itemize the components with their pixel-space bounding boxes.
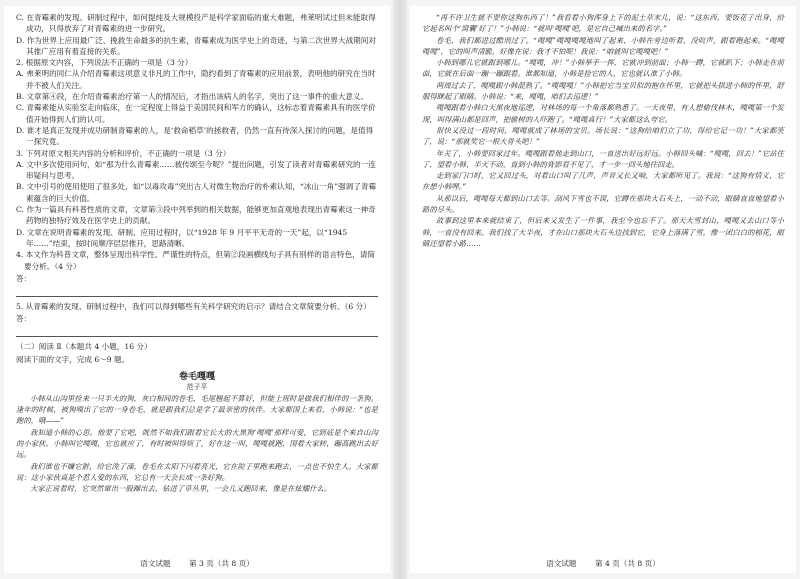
left-column <box>16 12 378 494</box>
q4-stem: 4. 本文作为科普文章，整体呈现出科学性、严谨性的特点，但第②段画横线句子具有别样的语言特色，请简要分析。（4 分） <box>16 250 375 271</box>
story-paragraph: 我们谁也不嫌它脏，给它洗了澡，卷毛在太阳下闪着亮光，它在院子里跑来跑去，一点也不怕生人。大家都说：这小家伙真是个惹人爱的东西，它总有一天会长成一条好狗。 <box>16 461 378 482</box>
story-paragraph: 从那以后，嘎嘎每天都到山口去等。刮风下雪也不误，它蹲在那块大石头上，一动不动，眼睛直直地望着小路的尽头。 <box>422 193 784 215</box>
page-3 <box>4 6 390 573</box>
q1-option-c: C. 在青霉素的发现、研制过程中，如何提纯及大规模投产是科学家面临的重大难题，弗莱明试过但未能取得成功，只得放弃了对青霉素的进一步研究。 <box>16 13 376 34</box>
section-heading: （二）阅读 Ⅱ（本题共 4 小题，16 分） <box>16 342 152 352</box>
page-footer-left <box>4 558 390 569</box>
story-paragraph: 走到家门口时，它又回过头，对着山口叫了几声，声音又长又响，大家都听见了。我说：“这狗有情义，它在想小韩哩。” <box>422 171 784 192</box>
footer-subject: 语文试题 <box>546 559 577 568</box>
story-paragraph: 故事到这里本来就结束了，但后来又发生了一件事，我至今也忘不了。那天大雪封山，嘎嘎又去山口等小韩，一直没有回来。我们找了大半夜，才在山口那块大石头边找到它，它身上落满了雪，像一团白白的棉花，眼睛还望着小路…… <box>422 216 784 248</box>
story-paragraph: 两周过去了，嘎嘎跟小韩混熟了。“嘎嘎嘎！”小韩把它当宝贝似的抱在怀里，它就把头拱进小韩的怀里，舒服得眯起了眼睛。小韩说：“来，嘎嘎，咱们去巡逻！” <box>422 80 784 102</box>
q2-option-d: D. 谁才是真正发现并成功研制青霉素的人，是‘救命稻草’的拯救者，仍然一直有待深入探讨的问题，是值得一探究竟。 <box>16 125 374 147</box>
q3-option-d: D. 文章在说明青霉素的发现、研制、应用过程时，以“1928 年 9 月平平无奇的一天”起，以“1945 年……”结束，按时间顺序层层推开，思路清晰。 <box>16 227 348 248</box>
q5-answer-line[interactable] <box>16 325 378 337</box>
q2-option-c: C. 青霉素能从实验室走向临床，在一定程度上得益于美国民间和军方的确认，这标志着青霉素具有的医学价值开始得到人们的认可。 <box>16 103 376 124</box>
q5-answer-label: 答： <box>16 314 32 324</box>
footer-page-number: 第 3 页（共 8 页） <box>188 559 254 568</box>
q2-option-b: B. 文章第④段，在介绍青霉素治疗第一人的情况后，才指出该病人的名字，突出了这一事件的重大意义。 <box>16 92 369 102</box>
q1-option-d: D. 作为世界上应用最广泛、挽救生命最多的抗生素，青霉素成为医学史上的奇迹，与第二次世界大战期间对其推广应用有着直接的关系。 <box>16 35 376 56</box>
page-footer-right <box>410 558 796 569</box>
q3-stem: 3. 下列对原文相关内容的分析和评价，不正确的一项是（3 分） <box>16 148 231 158</box>
story-paragraph: 小韩到哪儿它就跟到哪儿。“嘎嘎，冲！”小韩举手一挥，它就冲到前面；小韩一蹲，它就趴下；小韩走在前面，它就在后面一蹦一蹦跟着。谁都知道，小韩是捡它的人，它也就认准了小韩。 <box>422 58 784 79</box>
story-paragraph: 小韩从山沟里捡来一只半大的狗，灰白相间的卷毛，毛尾翘起不算好，但能上班时是做我们相伴的一条狗。逢年的时候，被狗嗅出了它的一身卷毛，就是跟我们总是学了最亲密的伙伴。大家都围上来看，小韩说：“也是跑的，哦——” <box>16 393 378 426</box>
story-paragraph: 年关了，小韩要回家过年。嘎嘎跟着他走到山口，一直送出好远好远。小韩回头喊：“嘎嘎，回去！”它站住了，望着小韩，半天不动，直到小韩的背影看不见了，才一步一回头地往回走。 <box>422 148 784 169</box>
q4-answer-label: 答： <box>16 273 32 283</box>
story-paragraph: “再不许卫生就不要你这狗东西了！”我看着小狗浑身上下的泥土草末儿，说：“这东西，要饭花子出身，给它起名叫个‘窝囊’好了！”小韩说：“就叫‘嘎嘎’吧，是它自己喊出来的名字。” <box>422 13 784 34</box>
q3-option-b: B. 文中引号的使用使用了很多处，如“以毒攻毒”突出古人对微生物治疗的朴素认知，“冰山一角”强调了青霉素蕴含的巨大价值。 <box>16 182 377 203</box>
q2-option-a: A. 弗莱明的同仁从介绍青霉素这项意义非凡的工作中，隐约看到了青霉素的应用前景，表明他的研究在当时并不被人们关注。 <box>16 69 376 90</box>
page-4 <box>410 6 796 573</box>
q4-answer-line[interactable] <box>16 285 378 297</box>
story-paragraph: 大家正说着时，它突然窜出一股蹿出去，钻进了草丛里，一会儿又跑回来，像是在炫耀什么。 <box>30 484 332 494</box>
footer-page-number: 第 4 页（共 8 页） <box>594 559 660 568</box>
q2-stem: 2. 根据原文内容，下列说法不正确的一项是（3 分） <box>16 58 193 68</box>
story-paragraph: 卷毛，我们都进过酷刑过了。“嘎嘎”嘎嘎嘎嘎地叫了起来，小韩在旁边听着，没吭声，跟着跑起来。“嘎嘎嘎嘎”，它的叫声清脆，好像在说：我才不怕呢！我说：“咱就叫它嘎嘎吧！” <box>422 35 784 56</box>
story-paragraph: 很快又没过一段时间，嘎嘎就成了林场的宝贝。场长说：“这狗给咱们立了功，得给它记一功！”大家都笑了，说：“那就奖它一根大骨头吧！” <box>422 125 784 147</box>
right-column <box>422 12 784 249</box>
page-gutter <box>393 0 407 579</box>
q3-option-c: C. 作为一篇具有科普性质的文章，文章第③段中列举到的相关数据，能够更加直观地表现出青霉素这一神奇药物的独特疗效及在医学史上的贡献。 <box>16 205 376 226</box>
story-paragraph: 我知道小韩的心思。他要了它吧，既然不如我们跟着它长大的大黑狗‘嘎嘎’那样可爱，它到底是个来自山沟的小家伙。小韩叫它嘎嘎，它也就应了，有时被叫得烦了，好在这一叫，嘎嘎就跑，围着大家转，蹦高跳出去好远。 <box>16 427 378 460</box>
q5-stem: 5. 从青霉素的发现、研制过程中，我们可以得到哪些有关科学研究的启示？请结合文章简要分析。（6 分） <box>16 301 371 311</box>
section-instruction: 阅读下面的文字，完成 6～9 题。 <box>16 355 130 365</box>
story-author: 范子平 <box>186 382 208 391</box>
story-title: 卷毛嘎嘎 <box>178 371 215 382</box>
footer-subject: 语文试题 <box>140 559 171 568</box>
q3-option-a: A. 文中多次使用问句，如“那为什么青霉素……被传颂至今呢？”提出问题，引发了读者对青霉素研究的一连串疑问与思考。 <box>16 159 376 181</box>
story-paragraph: 嘎嘎跟着小韩白天黑夜地巡逻，对林场的每一个角落都熟悉了。一天夜里，有人想偷伐林木，嘎嘎第一个发现，叫得满山都是回声，把偷树的人吓跑了。“嘎嘎真行！”大家都这么夸它。 <box>422 103 784 124</box>
